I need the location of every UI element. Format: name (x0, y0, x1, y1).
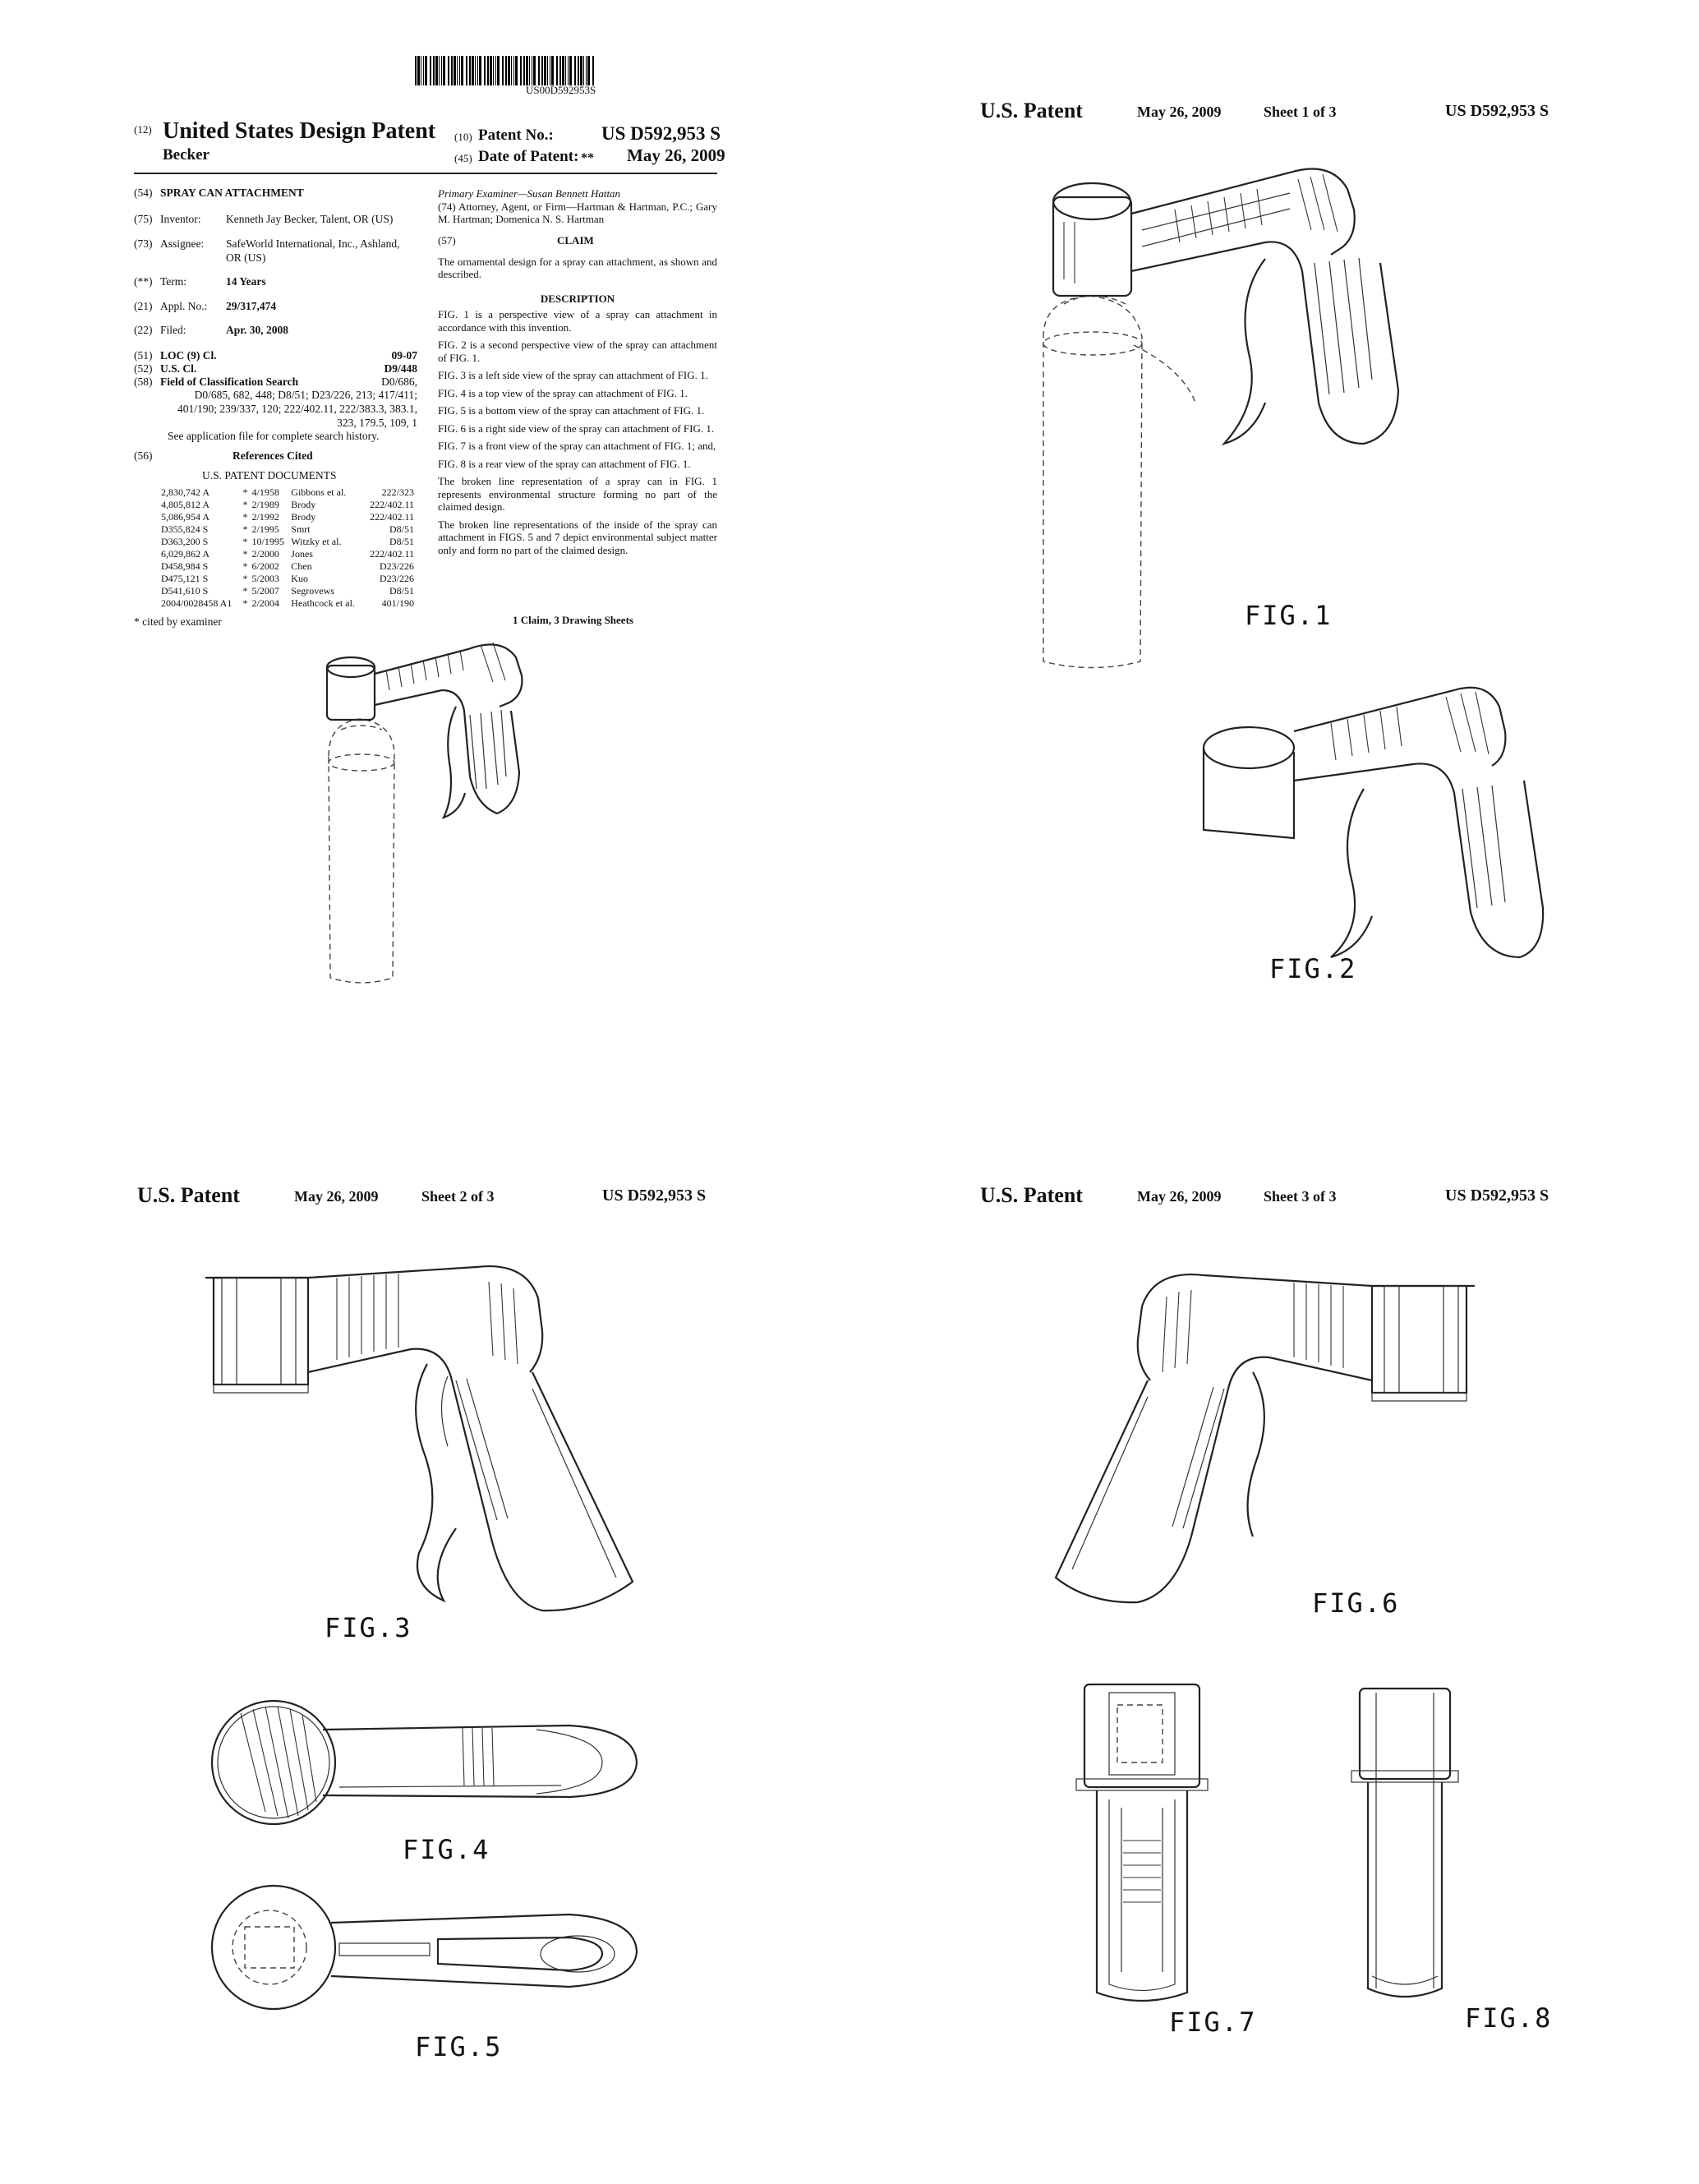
barcode-bar (435, 56, 438, 85)
reference-cell: 5/2007 (251, 585, 279, 597)
barcode-bar (497, 56, 500, 85)
barcode-bar (423, 56, 424, 85)
description-paragraph: FIG. 8 is a rear view of the spray can attachment of FIG. 1. (438, 457, 691, 470)
barcode-bar (472, 56, 474, 85)
barcode-bar (565, 56, 566, 85)
front-drawing (296, 633, 567, 1019)
fig1-label: FIG.1 (1245, 600, 1333, 631)
barcode-bar (556, 56, 558, 85)
barcode-bar (475, 56, 476, 85)
reference-cell: D8/51 (389, 523, 414, 535)
barcode-bar (578, 56, 579, 85)
fig2-drawing (1199, 674, 1553, 970)
reference-row (161, 511, 417, 523)
barcode-bar (580, 56, 582, 85)
reference-cell: * (242, 486, 248, 498)
sheet3-sheet: Sheet 3 of 3 (1264, 1188, 1337, 1205)
barcode-bar (415, 56, 417, 85)
reference-cell: 4,805,812 A (161, 499, 210, 510)
barcode-bar (461, 56, 463, 85)
barcode-bar (526, 56, 528, 85)
barcode-bar (425, 56, 427, 85)
right-column (438, 187, 717, 561)
sheet1-number: US D592,953 S (1445, 102, 1549, 120)
inventor-entry: (75) Inventor: Kenneth Jay Becker, Talent, OR (US) (134, 213, 394, 225)
sheet2-number: US D592,953 S (602, 1186, 707, 1205)
reference-cell: * (242, 585, 248, 597)
field-class: (58) Field of Classification Search D0/686, (134, 376, 417, 388)
barcode-bar (484, 56, 486, 85)
barcode-bar (493, 56, 494, 85)
barcode-bar (459, 56, 460, 85)
barcode-bar (433, 56, 435, 85)
reference-row (161, 585, 417, 597)
reference-cell: 2,830,742 A (161, 486, 210, 498)
barcode-bar (448, 56, 449, 85)
sheet3-number: US D592,953 S (1445, 1186, 1549, 1205)
fig3-label: FIG.3 (325, 1612, 412, 1643)
reference-cell: 222/402.11 (370, 499, 414, 510)
loc-class: (51) LOC (9) Cl. 09-07 (134, 349, 417, 362)
reference-cell: 222/402.11 (370, 548, 414, 560)
barcode-bar (586, 56, 587, 85)
reference-row (161, 499, 417, 511)
reference-row (161, 597, 417, 610)
barcode-bar (547, 56, 548, 85)
fig5-label: FIG.5 (415, 2031, 503, 2062)
barcode-bar (454, 56, 456, 85)
barcode-bar (469, 56, 471, 85)
barcode-bar (490, 56, 492, 85)
title-entry: (54) SPRAY CAN ATTACHMENT (134, 187, 304, 199)
description-paragraph: FIG. 5 is a bottom view of the spray can attachment of FIG. 1. (438, 404, 705, 417)
barcode-bar (511, 56, 512, 85)
fig7-label: FIG.7 (1169, 2007, 1257, 2038)
attorney: (74) Attorney, Agent, or Firm—Hartman & Hartman, P.C.; Gary M. Hartman; Domenica N. S. Hartman (438, 200, 717, 225)
filed-entry: (22) Filed: Apr. 30, 2008 (134, 324, 289, 336)
barcode-bar (441, 56, 442, 85)
sheet2-sheet: Sheet 2 of 3 (421, 1188, 495, 1205)
sheet2-left: U.S. Patent (137, 1183, 240, 1207)
fig4-drawing (208, 1697, 643, 1836)
reference-cell: * (242, 499, 248, 510)
description-paragraph: FIG. 4 is a top view of the spray can attachment of FIG. 1. (438, 386, 688, 399)
fig6-drawing (1047, 1265, 1475, 1610)
search-history: See application file for complete search history. (168, 430, 380, 442)
sheet2-date: May 26, 2009 (294, 1188, 379, 1205)
barcode-bar (508, 56, 510, 85)
reference-cell: D475,121 S (161, 573, 209, 584)
reference-cell: 2/2004 (251, 597, 279, 609)
us-class: (52) U.S. Cl. D9/448 (134, 362, 417, 375)
barcode-bar (541, 56, 543, 85)
reference-row (161, 560, 417, 573)
refs-heading: (56) References Cited (134, 449, 313, 462)
reference-cell: * (242, 560, 248, 572)
reference-cell: Segrovews (291, 585, 334, 597)
barcode-bar (417, 56, 420, 85)
sheet1-date: May 26, 2009 (1137, 104, 1222, 120)
barcode-bar (466, 56, 467, 85)
reference-row (161, 536, 417, 548)
refs-subheading: U.S. PATENT DOCUMENTS (202, 469, 337, 481)
barcode-bar (569, 56, 572, 85)
description-paragraph: FIG. 2 is a second perspective view of the spray can attachment of FIG. 1. (438, 339, 717, 364)
reference-cell: D355,824 S (161, 523, 209, 535)
barcode-bar (495, 56, 496, 85)
barcode-bar (513, 56, 514, 85)
sheet3-left: U.S. Patent (980, 1183, 1083, 1207)
fig6-label: FIG.6 (1312, 1587, 1400, 1619)
barcode-bar (520, 56, 522, 85)
reference-cell: Smrt (291, 523, 311, 535)
reference-cell: Witzky et al. (291, 536, 342, 547)
reference-cell: D541,610 S (161, 585, 209, 597)
reference-row (161, 523, 417, 536)
barcode-bar (443, 56, 445, 85)
barcode-bar (479, 56, 481, 85)
barcode-bar (430, 56, 431, 85)
barcode-bar (568, 56, 569, 85)
examiner: Primary Examiner—Susan Bennett Hattan (438, 187, 621, 200)
reference-cell: * (242, 536, 248, 547)
reference-cell: 222/402.11 (370, 511, 414, 523)
reference-row (161, 548, 417, 560)
term-entry: (**) Term: 14 Years (134, 275, 266, 288)
references-table (161, 486, 417, 610)
barcode-bar (592, 56, 594, 85)
description-paragraph: FIG. 7 is a front view of the spray can attachment of FIG. 1; and, (438, 440, 716, 452)
reference-cell: * (242, 523, 248, 535)
reference-cell: 10/1995 (251, 536, 284, 547)
assignee-entry: (73) Assignee: SafeWorld International, Inc., Ashland, OR (US) (134, 237, 400, 264)
description-list (438, 308, 717, 556)
reference-cell: D8/51 (389, 585, 414, 597)
claim-heading: (57) CLAIM (438, 233, 594, 247)
reference-row (161, 573, 417, 585)
inventor-short: Becker (163, 146, 209, 164)
reference-cell: Heathcock et al. (291, 597, 355, 609)
fig8-label: FIG.8 (1465, 2002, 1553, 2034)
barcode (415, 56, 719, 87)
fig4-label: FIG.4 (403, 1834, 490, 1865)
reference-cell: 2004/0028458 A1 (161, 597, 233, 609)
reference-cell: Chen (291, 560, 312, 572)
reference-cell: 6,029,862 A (161, 548, 210, 560)
barcode-bar (562, 56, 564, 85)
sheet3-date: May 26, 2009 (1137, 1188, 1222, 1205)
sheet1-left: U.S. Patent (980, 99, 1083, 122)
barcode-bar (523, 56, 525, 85)
barcode-bar (505, 56, 507, 85)
description-paragraph: FIG. 1 is a perspective view of a spray can attachment in accordance with this invention. (438, 308, 717, 334)
fig7-drawing (1072, 1676, 1212, 2013)
barcode-bar (538, 56, 540, 85)
reference-cell: 2/1989 (251, 499, 279, 510)
reference-cell: * (242, 597, 248, 609)
barcode-bar (544, 56, 546, 85)
front-footer: 1 Claim, 3 Drawing Sheets (513, 614, 633, 626)
reference-cell: 5/2003 (251, 573, 279, 584)
reference-cell: Kuo (291, 573, 308, 584)
barcode-bar (451, 56, 453, 85)
reference-cell: D23/226 (380, 560, 414, 572)
patent-no-code: (10) (454, 131, 472, 143)
reference-cell: 2/1992 (251, 511, 279, 523)
patent-number: US D592,953 S (601, 123, 721, 144)
barcode-bar (502, 56, 504, 85)
barcode-bar (477, 56, 478, 85)
fig3-drawing (205, 1257, 665, 1619)
fig5-drawing (208, 1882, 643, 2013)
description-paragraph: The broken line representations of the inside of the spray can attachment in FIGS. 5 and 7 depict environmental subject matter only and form no part of the claimed design. (438, 518, 717, 556)
reference-cell: 222/323 (381, 486, 414, 498)
reference-cell: Brody (291, 511, 316, 523)
barcode-text: US00D592953S (526, 84, 596, 96)
reference-cell: Brody (291, 499, 316, 510)
fig2-label: FIG.2 (1269, 953, 1357, 984)
claim-text: The ornamental design for a spray can attachment, as shown and described. (438, 255, 717, 280)
description-paragraph: FIG. 3 is a left side view of the spray can attachment of FIG. 1. (438, 369, 708, 381)
date-code: (45) (454, 152, 472, 164)
reference-cell: Gibbons et al. (291, 486, 347, 498)
reference-cell: D8/51 (389, 536, 414, 547)
reference-cell: 401/190 (381, 597, 414, 609)
reference-cell: 6/2002 (251, 560, 279, 572)
reference-cell: * (242, 548, 248, 560)
reference-cell: 2/2000 (251, 548, 279, 560)
patent-no-label: Patent No.: (478, 127, 554, 144)
kind-code: (12) (134, 123, 152, 136)
barcode-bar (439, 56, 440, 85)
barcode-bar (457, 56, 458, 85)
classification-continued: D0/685, 682, 448; D8/51; D23/226, 213; 417/411; 401/190; 239/337, 120; 222/402.11, 222/383.3, 383.1, 323, 179.5, 109, 1 (177, 389, 417, 429)
barcode-bar (583, 56, 584, 85)
reference-cell: * (242, 573, 248, 584)
reference-cell: Jones (291, 548, 313, 560)
reference-cell: 5,086,954 A (161, 511, 210, 523)
sheet1-sheet: Sheet 1 of 3 (1264, 104, 1337, 120)
patent-title: United States Design Patent (163, 118, 436, 144)
barcode-bar (574, 56, 576, 85)
header-rule (134, 173, 717, 174)
description-paragraph: FIG. 6 is a right side view of the spray can attachment of FIG. 1. (438, 422, 715, 435)
reference-cell: 2/1995 (251, 523, 279, 535)
barcode-bar (587, 56, 590, 85)
reference-cell: D363,200 S (161, 536, 209, 547)
reference-cell: 4/1958 (251, 486, 279, 498)
barcode-bar (551, 56, 554, 85)
patent-date: May 26, 2009 (627, 145, 725, 165)
reference-cell: D23/226 (380, 573, 414, 584)
date-marker: ** (581, 151, 594, 165)
description-title: DESCRIPTION (540, 292, 615, 305)
barcode-bar (487, 56, 489, 85)
reference-cell: * (242, 511, 248, 523)
fig8-drawing (1347, 1680, 1462, 2009)
cited-note: * cited by examiner (134, 615, 222, 628)
description-paragraph: The broken line representation of a spray can in FIG. 1 represents environmental structure forming no part of the claimed design. (438, 475, 717, 513)
barcode-bar (559, 56, 561, 85)
barcode-bar (529, 56, 530, 85)
reference-row (161, 486, 417, 499)
date-label: Date of Patent: (478, 148, 579, 165)
barcode-bar (533, 56, 536, 85)
appl-entry: (21) Appl. No.: 29/317,474 (134, 300, 277, 312)
barcode-bar (515, 56, 518, 85)
reference-cell: D458,984 S (161, 560, 209, 572)
